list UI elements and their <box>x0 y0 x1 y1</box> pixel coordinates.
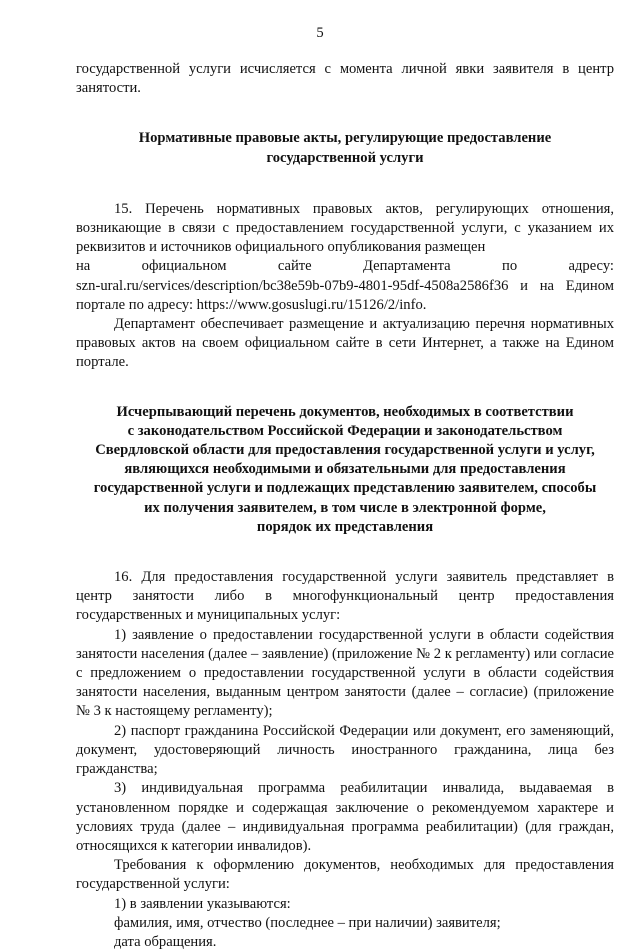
intro-continuation: государственной услуги исчисляется с момента личной явки заявителя в центр занятости. <box>76 61 614 97</box>
heading-line: являющихся необходимыми и обязательными для предоставления <box>124 461 566 478</box>
requirements-intro: Требования к оформлению документов, необходимых для предоставления государственной услуги: <box>76 857 614 893</box>
heading-line: их получения заявителем, в том числе в электронной форме, <box>144 499 546 516</box>
section-heading-documents-list <box>76 403 614 537</box>
list-item: 1) заявление о предоставлении государственной услуги в области содействия занятости населения (далее – заявление) (приложение № 2 к регламенту) или согласие с предложением о предоставлении государственной услуги в области содействия занятости населения, выданным центром занятости (далее – согласие) (приложение № 3 к настоящему регламенту); <box>76 626 614 720</box>
heading-line: Исчерпывающий перечень документов, необходимых в соответствии <box>116 403 574 420</box>
heading-line: порядок их представления <box>256 518 434 535</box>
requirements-date: дата обращения. <box>114 933 217 950</box>
heading-line: с законодательством Российской Федерации и законодательством <box>127 422 563 439</box>
heading-line: государственной услуги <box>266 149 424 166</box>
list-item: 2) паспорт гражданина Российской Федерации или документ, его заменяющий, документ, удостоверяющий личность иностранного гражданина, лица без гражданства; <box>76 722 614 778</box>
heading-line: государственной услуги и подлежащих представлению заявителем, способы <box>93 480 597 497</box>
page-number: 5 <box>316 25 324 41</box>
heading-line: Свердловской области для предоставления государственной услуги и услуг, <box>95 442 595 459</box>
paragraph-department: Департамент обеспечивает размещение и актуализацию перечня нормативных правовых актов на своем официальном сайте в сети Интернет, а также на Едином портале. <box>76 316 614 371</box>
requirements-item: 1) в заявлении указываются: <box>114 895 291 912</box>
section-heading-legal-acts <box>76 129 614 167</box>
paragraph-16: 16. Для предоставления государственной услуги заявитель представляет в центр занятости либо в многофункциональный центр предоставления государственных и муниципальных услуг: <box>76 569 614 624</box>
heading-line: Нормативные правовые акты, регулирующие предоставление <box>138 130 552 147</box>
document-body <box>76 60 614 952</box>
paragraph-15-part-b: szn-ural.ru/services/description/bc38e59b-07b9-4801-95df-4508a2586f36 и на Едином портале по адресу: https://www.gosuslugi.ru/15126/2/info. <box>76 277 614 313</box>
requirements-fio: фамилия, имя, отчество (последнее – при наличии) заявителя; <box>114 914 501 931</box>
list-item: 3) индивидуальная программа реабилитации инвалида, выдаваемая в установленном порядке и содержащая заключение о рекомендуемом характере и условиях труда (далее – индивидуальная программа реабилитации) (для граждан, относящихся к категории инвалидов). <box>76 780 614 854</box>
paragraph-15-part-a: 15. Перечень нормативных правовых актов, регулирующих отношения, возникающие в связи с предоставлением государственной услуги, с указанием их реквизитов и источников официального опубликования размещен <box>76 200 614 256</box>
paragraph-15-spread-line: на официальном сайте Департамента по адресу: <box>76 258 614 275</box>
